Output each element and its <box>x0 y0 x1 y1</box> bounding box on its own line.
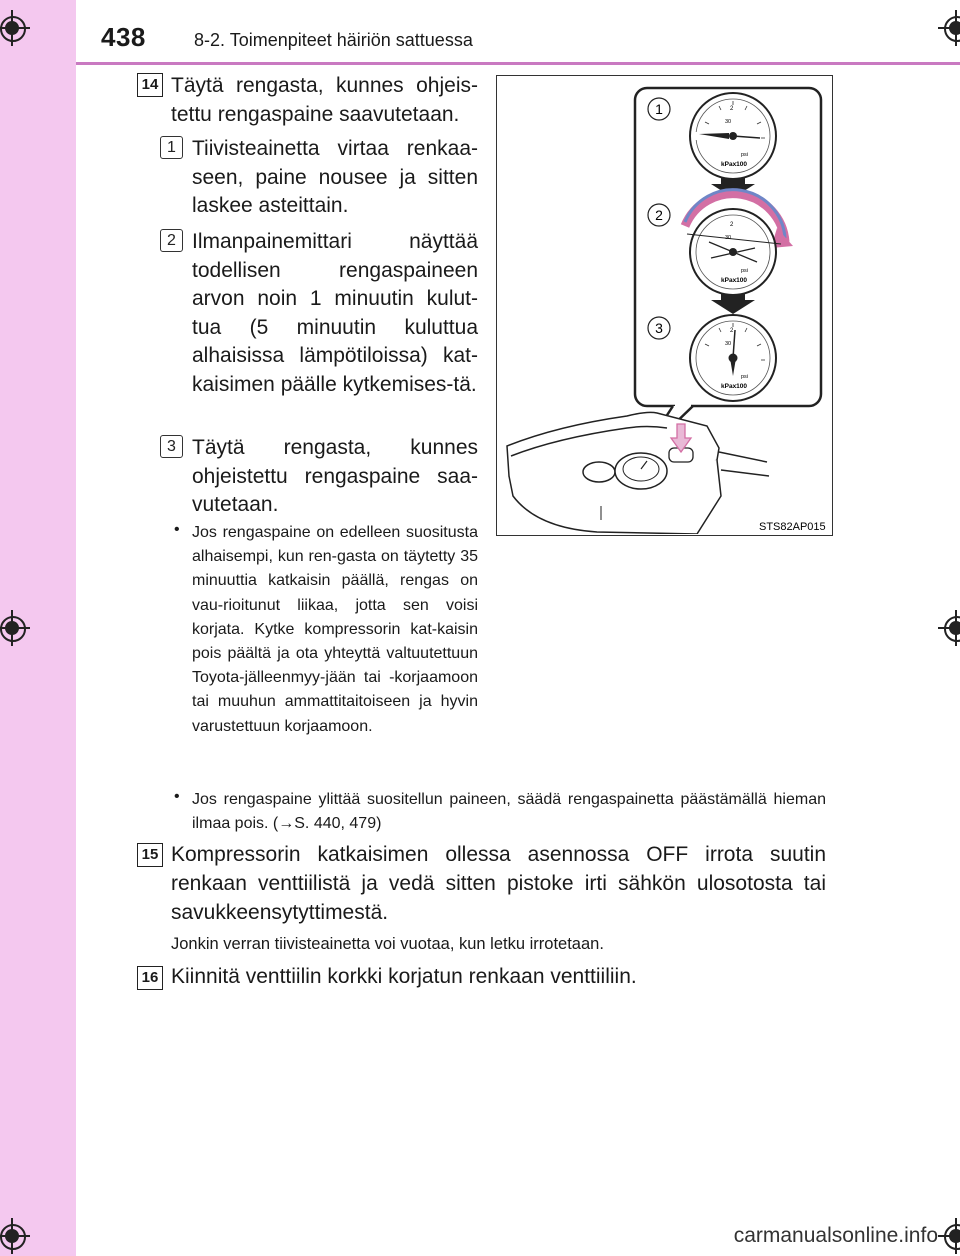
bullet-text-1: Jos rengaspaine on edelleen suositusta alhaisempi, kun ren-gasta on täytetty 35 minuuttia katkaisin päällä, rengas on vau-rioitunut liikaa, jotta sen voisi korjata. Kytke kompressorin kat-kaisin pois päältä ja ota yhteyttä valtuutettuun Toyota-jälleenmyy-jään tai -korjaamoon tai muuhun ammattitaitoiseen ja hyvin varustettuun korjaamoon. <box>192 524 478 735</box>
svg-text:2: 2 <box>655 207 663 223</box>
substep-number-3: 3 <box>160 435 183 458</box>
callout-number-2 <box>648 204 670 226</box>
substep-1-text: Tiivisteainetta virtaa renkaa-seen, paine nousee ja sitten laskee asteittain. <box>192 137 478 218</box>
compressor-body <box>507 412 769 534</box>
registration-mark-icon <box>0 610 30 646</box>
gauge-psi-2: psi <box>741 268 749 274</box>
gauge-psi-tick-3: 30 <box>725 341 732 347</box>
svg-text:1: 1 <box>655 101 663 117</box>
registration-mark-icon <box>0 1218 30 1254</box>
gauge-unit-3: kPax100 <box>721 383 748 390</box>
step-number-16: 16 <box>137 966 163 990</box>
step-number-15: 15 <box>137 843 163 867</box>
registration-mark-icon <box>938 1218 960 1254</box>
gauge-3 <box>690 315 776 401</box>
step-16-text: Kiinnitä venttiilin korkki korjatun renkaan venttiiliin. <box>171 965 637 988</box>
gauge-tick-3: 2 <box>730 328 734 334</box>
bullet-text-2: Jos rengaspaine ylittää suositellun paineen, säädä rengaspainetta päästämällä hieman ilmaa pois. (→S. 440, 479) <box>192 791 826 833</box>
page-number: 438 <box>101 22 146 52</box>
gauge-tick-2: 2 <box>730 222 734 228</box>
gauge-psi-tick-2: 30 <box>725 235 732 241</box>
gauge-tick-1: 2 <box>730 106 734 112</box>
section-title: 8-2. Toimenpiteet häiriön sattuessa <box>194 30 473 50</box>
gauge-1 <box>690 93 776 179</box>
bullet-dot: • <box>174 788 180 805</box>
compressor-diagram <box>497 76 831 534</box>
substep-2-text: Ilmanpainemittari näyttää todellisen rengaspaineen arvon noin 1 minuutin kulut-tua (5 minuutin kuluttua alhaisissa lämpötiloissa) kat-kaisimen päälle kytkemises-tä. <box>192 230 478 396</box>
substep-number-2: 2 <box>160 229 183 252</box>
bullet-item <box>174 521 478 739</box>
substep-3-text: Täytä rengasta, kunnes ohjeistettu rengaspaine saa-vutetaan. <box>192 436 478 517</box>
figure-code: STS82AP015 <box>759 521 826 533</box>
watermark: carmanualsonline.info <box>733 1224 938 1247</box>
bullet-dot: • <box>174 521 180 538</box>
compressor-illustration <box>496 75 833 536</box>
step-15-text: Kompressorin katkaisimen ollessa asennossa OFF irrota suutin renkaan venttiilistä ja vedä sitten pistoke irti sähkön ulosotosta tai savukkeensytyttimestä. <box>171 843 826 924</box>
gauge-psi-tick-1: 30 <box>725 119 732 125</box>
registration-mark-icon <box>0 10 30 46</box>
callout-number-1 <box>648 98 670 120</box>
gauge-psi-1: psi <box>741 152 749 158</box>
step-14-text: Täytä rengasta, kunnes ohjeis-tettu rengaspaine saavutetaan. <box>171 74 478 126</box>
callout-number-3 <box>648 317 670 339</box>
bullet-item <box>174 788 826 836</box>
svg-text:3: 3 <box>655 320 663 336</box>
step-15-note: Jonkin verran tiivisteainetta voi vuotaa, kun letku irrotetaan. <box>171 935 604 953</box>
gauge-unit-2: kPax100 <box>721 277 748 284</box>
gauge-psi-3: psi <box>741 374 749 380</box>
step-number-14: 14 <box>137 73 163 97</box>
gauge-unit-1: kPax100 <box>721 161 748 168</box>
registration-mark-icon <box>938 10 960 46</box>
substep-number-1: 1 <box>160 136 183 159</box>
header-rule <box>76 62 960 65</box>
registration-mark-icon <box>938 610 960 646</box>
